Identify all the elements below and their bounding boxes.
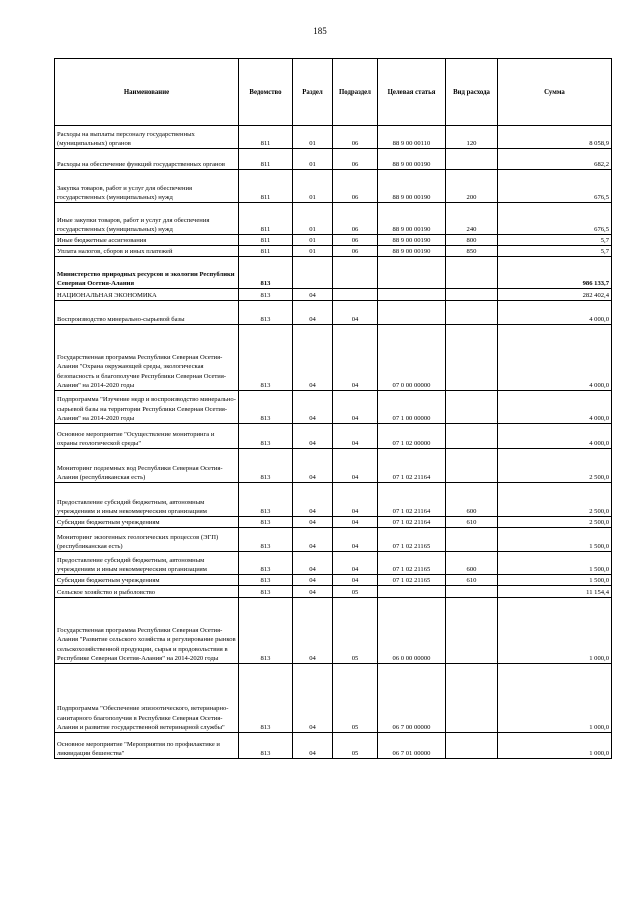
row-name: Подпрограмма "Изучение недр и воспроизводство минерально-сырьевой базы на территории Республики Северная Осетия-Алания" на 2014-2020 годы (55, 391, 239, 424)
row-name: Иные бюджетные ассигнования (55, 235, 239, 246)
table-body (55, 126, 612, 759)
row-dept: 813 (239, 325, 293, 391)
row-section: 01 (293, 126, 333, 149)
row-sum: 676,5 (498, 170, 612, 203)
row-section: 04 (293, 575, 333, 586)
header-row (55, 59, 612, 126)
row-sum: 11 154,4 (498, 586, 612, 598)
row-sum: 986 133,7 (498, 257, 612, 289)
row-dept: 813 (239, 598, 293, 664)
row-type (446, 733, 498, 759)
row-type (446, 664, 498, 733)
row-type (446, 424, 498, 449)
row-section: 04 (293, 424, 333, 449)
table-row (55, 235, 612, 246)
row-name: Сельское хозяйство и рыболовство (55, 586, 239, 598)
row-name: Закупка товаров, работ и услуг для обеспечения государственных (муниципальных) нужд (55, 170, 239, 203)
row-sum: 2 500,0 (498, 483, 612, 517)
row-sum: 5,7 (498, 246, 612, 257)
row-sum: 1 000,0 (498, 598, 612, 664)
row-subsection: 04 (333, 528, 378, 552)
row-section: 04 (293, 664, 333, 733)
row-type: 240 (446, 203, 498, 235)
row-section: 01 (293, 170, 333, 203)
row-name: Мониторинг экзогенных геологических процессов (ЭГП) (республиканская есть) (55, 528, 239, 552)
row-target (378, 586, 446, 598)
row-name: Предоставление субсидий бюджетным, автономным учреждениям и иным некоммерческим организациям (55, 552, 239, 575)
table-row (55, 391, 612, 424)
table-row (55, 517, 612, 528)
row-dept: 811 (239, 149, 293, 170)
row-dept: 811 (239, 170, 293, 203)
row-sum: 1 000,0 (498, 664, 612, 733)
row-name: Предоставление субсидий бюджетным, автономным учреждениям и иным некоммерческим организациям (55, 483, 239, 517)
row-name: Расходы на выплаты персоналу государственных (муниципальных) органов (55, 126, 239, 149)
table-row (55, 203, 612, 235)
row-section (293, 257, 333, 289)
row-dept: 813 (239, 664, 293, 733)
row-subsection: 04 (333, 575, 378, 586)
row-type (446, 325, 498, 391)
table-row (55, 575, 612, 586)
row-target: 07 1 02 21165 (378, 575, 446, 586)
row-subsection: 06 (333, 170, 378, 203)
header-name: Наименование (55, 59, 239, 126)
row-sum: 5,7 (498, 235, 612, 246)
row-subsection (333, 257, 378, 289)
row-target (378, 289, 446, 301)
row-subsection: 06 (333, 235, 378, 246)
row-dept: 813 (239, 483, 293, 517)
row-target: 88 9 00 00190 (378, 235, 446, 246)
row-type (446, 449, 498, 483)
row-type: 800 (446, 235, 498, 246)
row-section: 01 (293, 203, 333, 235)
row-dept: 811 (239, 246, 293, 257)
row-target: 88 9 00 00190 (378, 203, 446, 235)
row-type: 850 (446, 246, 498, 257)
row-type (446, 391, 498, 424)
row-subsection: 05 (333, 586, 378, 598)
row-type: 200 (446, 170, 498, 203)
row-target: 07 1 02 21164 (378, 449, 446, 483)
row-target: 88 9 00 00190 (378, 170, 446, 203)
row-subsection: 04 (333, 552, 378, 575)
row-target: 07 1 02 21165 (378, 528, 446, 552)
row-target: 06 0 00 00000 (378, 598, 446, 664)
row-sum: 2 500,0 (498, 517, 612, 528)
row-section: 04 (293, 301, 333, 325)
row-sum: 1 500,0 (498, 528, 612, 552)
table-row (55, 664, 612, 733)
row-subsection: 04 (333, 424, 378, 449)
row-dept: 811 (239, 126, 293, 149)
row-dept: 813 (239, 586, 293, 598)
row-sum: 1 000,0 (498, 733, 612, 759)
row-target: 88 9 00 00110 (378, 126, 446, 149)
row-target: 07 1 02 00000 (378, 424, 446, 449)
row-target: 07 1 00 00000 (378, 391, 446, 424)
row-sum: 4 000,0 (498, 424, 612, 449)
row-subsection: 04 (333, 301, 378, 325)
row-sum: 676,5 (498, 203, 612, 235)
row-name: Основное мероприятие "Осуществление мониторинга и охраны геологической среды" (55, 424, 239, 449)
row-name: НАЦИОНАЛЬНАЯ ЭКОНОМИКА (55, 289, 239, 301)
row-section: 04 (293, 483, 333, 517)
row-subsection: 04 (333, 325, 378, 391)
header-target: Целевая статья (378, 59, 446, 126)
row-sum: 1 500,0 (498, 575, 612, 586)
row-dept: 813 (239, 289, 293, 301)
row-subsection: 04 (333, 391, 378, 424)
row-sum: 1 500,0 (498, 552, 612, 575)
row-dept: 811 (239, 235, 293, 246)
row-target: 06 7 01 00000 (378, 733, 446, 759)
row-target: 06 7 00 00000 (378, 664, 446, 733)
table-row (55, 289, 612, 301)
row-section: 04 (293, 598, 333, 664)
row-section: 04 (293, 449, 333, 483)
page-number: 185 (313, 26, 327, 36)
row-type: 610 (446, 575, 498, 586)
row-subsection (333, 289, 378, 301)
row-sum: 282 402,4 (498, 289, 612, 301)
row-type (446, 257, 498, 289)
row-type: 600 (446, 552, 498, 575)
row-type: 610 (446, 517, 498, 528)
table-row (55, 424, 612, 449)
row-dept: 813 (239, 528, 293, 552)
row-sum: 2 500,0 (498, 449, 612, 483)
table-row (55, 449, 612, 483)
header-subsection: Подраздел (333, 59, 378, 126)
row-name: Воспроизводство минерально-сырьевой базы (55, 301, 239, 325)
table-row (55, 126, 612, 149)
header-sum: Сумма (498, 59, 612, 126)
table-row (55, 483, 612, 517)
row-target: 07 1 02 21164 (378, 517, 446, 528)
row-type (446, 149, 498, 170)
table-row (55, 257, 612, 289)
table-row (55, 528, 612, 552)
table-row (55, 586, 612, 598)
row-subsection: 04 (333, 483, 378, 517)
row-section: 04 (293, 552, 333, 575)
row-section: 04 (293, 733, 333, 759)
row-target: 07 0 00 00000 (378, 325, 446, 391)
table-row (55, 325, 612, 391)
row-name: Субсидии бюджетным учреждениям (55, 517, 239, 528)
row-name: Государственная программа Республики Северная Осетия-Алания "Развитие сельского хозяйства и регулирование рынков сельскохозяйственной продукции, сырья и продовольствия в Республике Северная Осетия-Алания" на 2014-2020 годы (55, 598, 239, 664)
row-type (446, 289, 498, 301)
header-type: Вид расхода (446, 59, 498, 126)
row-type (446, 528, 498, 552)
row-type: 600 (446, 483, 498, 517)
row-subsection: 06 (333, 246, 378, 257)
row-subsection: 05 (333, 733, 378, 759)
row-name: Государственная программа Республики Северная Осетия-Алания "Охрана окружающей среды, экологическая безопасность и благополучие Республики Северная Осетия-Алания" на 2014-2020 годы (55, 325, 239, 391)
row-target (378, 257, 446, 289)
row-section: 04 (293, 517, 333, 528)
row-sum: 4 000,0 (498, 391, 612, 424)
table-row (55, 246, 612, 257)
table-row (55, 552, 612, 575)
row-subsection: 05 (333, 598, 378, 664)
table-row (55, 598, 612, 664)
row-section: 04 (293, 325, 333, 391)
row-section: 01 (293, 246, 333, 257)
row-dept: 813 (239, 733, 293, 759)
row-dept: 813 (239, 517, 293, 528)
row-subsection: 06 (333, 149, 378, 170)
row-dept: 813 (239, 424, 293, 449)
row-name: Расходы на обеспечение функций государственных органов (55, 149, 239, 170)
row-name: Основное мероприятие "Мероприятия по профилактике и ликвидации бешенства" (55, 733, 239, 759)
table-row (55, 733, 612, 759)
row-target: 88 9 00 00190 (378, 246, 446, 257)
row-name: Уплата налогов, сборов и иных платежей (55, 246, 239, 257)
row-section: 01 (293, 149, 333, 170)
row-name: Субсидии бюджетным учреждениям (55, 575, 239, 586)
row-type (446, 586, 498, 598)
row-sum: 682,2 (498, 149, 612, 170)
row-dept: 813 (239, 301, 293, 325)
table-row (55, 170, 612, 203)
row-section: 04 (293, 586, 333, 598)
row-section: 04 (293, 391, 333, 424)
row-subsection: 04 (333, 517, 378, 528)
row-section: 01 (293, 235, 333, 246)
row-subsection: 06 (333, 126, 378, 149)
budget-table (54, 58, 612, 759)
row-dept: 811 (239, 203, 293, 235)
table-row (55, 149, 612, 170)
row-target: 07 1 02 21164 (378, 483, 446, 517)
row-sum: 4 000,0 (498, 301, 612, 325)
row-dept: 813 (239, 575, 293, 586)
header-dept: Ведомство (239, 59, 293, 126)
row-target (378, 301, 446, 325)
row-sum: 8 058,9 (498, 126, 612, 149)
row-name: Подпрограмма "Обеспечение эпизоотического, ветеринарно-санитарного благополучия в Республике Северная Осетия-Алания и развитие государственной ветеринарной службы" (55, 664, 239, 733)
row-subsection: 04 (333, 449, 378, 483)
row-type (446, 598, 498, 664)
row-name: Министерство природных ресурсов и экологии Республики Северная Осетия-Алания (55, 257, 239, 289)
row-name: Иные закупки товаров, работ и услуг для обеспечения государственных (муниципальных) нужд (55, 203, 239, 235)
row-section: 04 (293, 289, 333, 301)
row-subsection: 06 (333, 203, 378, 235)
row-dept: 813 (239, 257, 293, 289)
row-subsection: 05 (333, 664, 378, 733)
row-target: 07 1 02 21165 (378, 552, 446, 575)
row-type: 120 (446, 126, 498, 149)
table-row (55, 301, 612, 325)
row-dept: 813 (239, 449, 293, 483)
row-section: 04 (293, 528, 333, 552)
row-name: Мониторинг подземных вод Республики Северная Осетия-Алания (республиканская есть) (55, 449, 239, 483)
row-sum: 4 000,0 (498, 325, 612, 391)
row-dept: 813 (239, 552, 293, 575)
row-dept: 813 (239, 391, 293, 424)
row-target: 88 9 00 00190 (378, 149, 446, 170)
row-type (446, 301, 498, 325)
header-section: Раздел (293, 59, 333, 126)
